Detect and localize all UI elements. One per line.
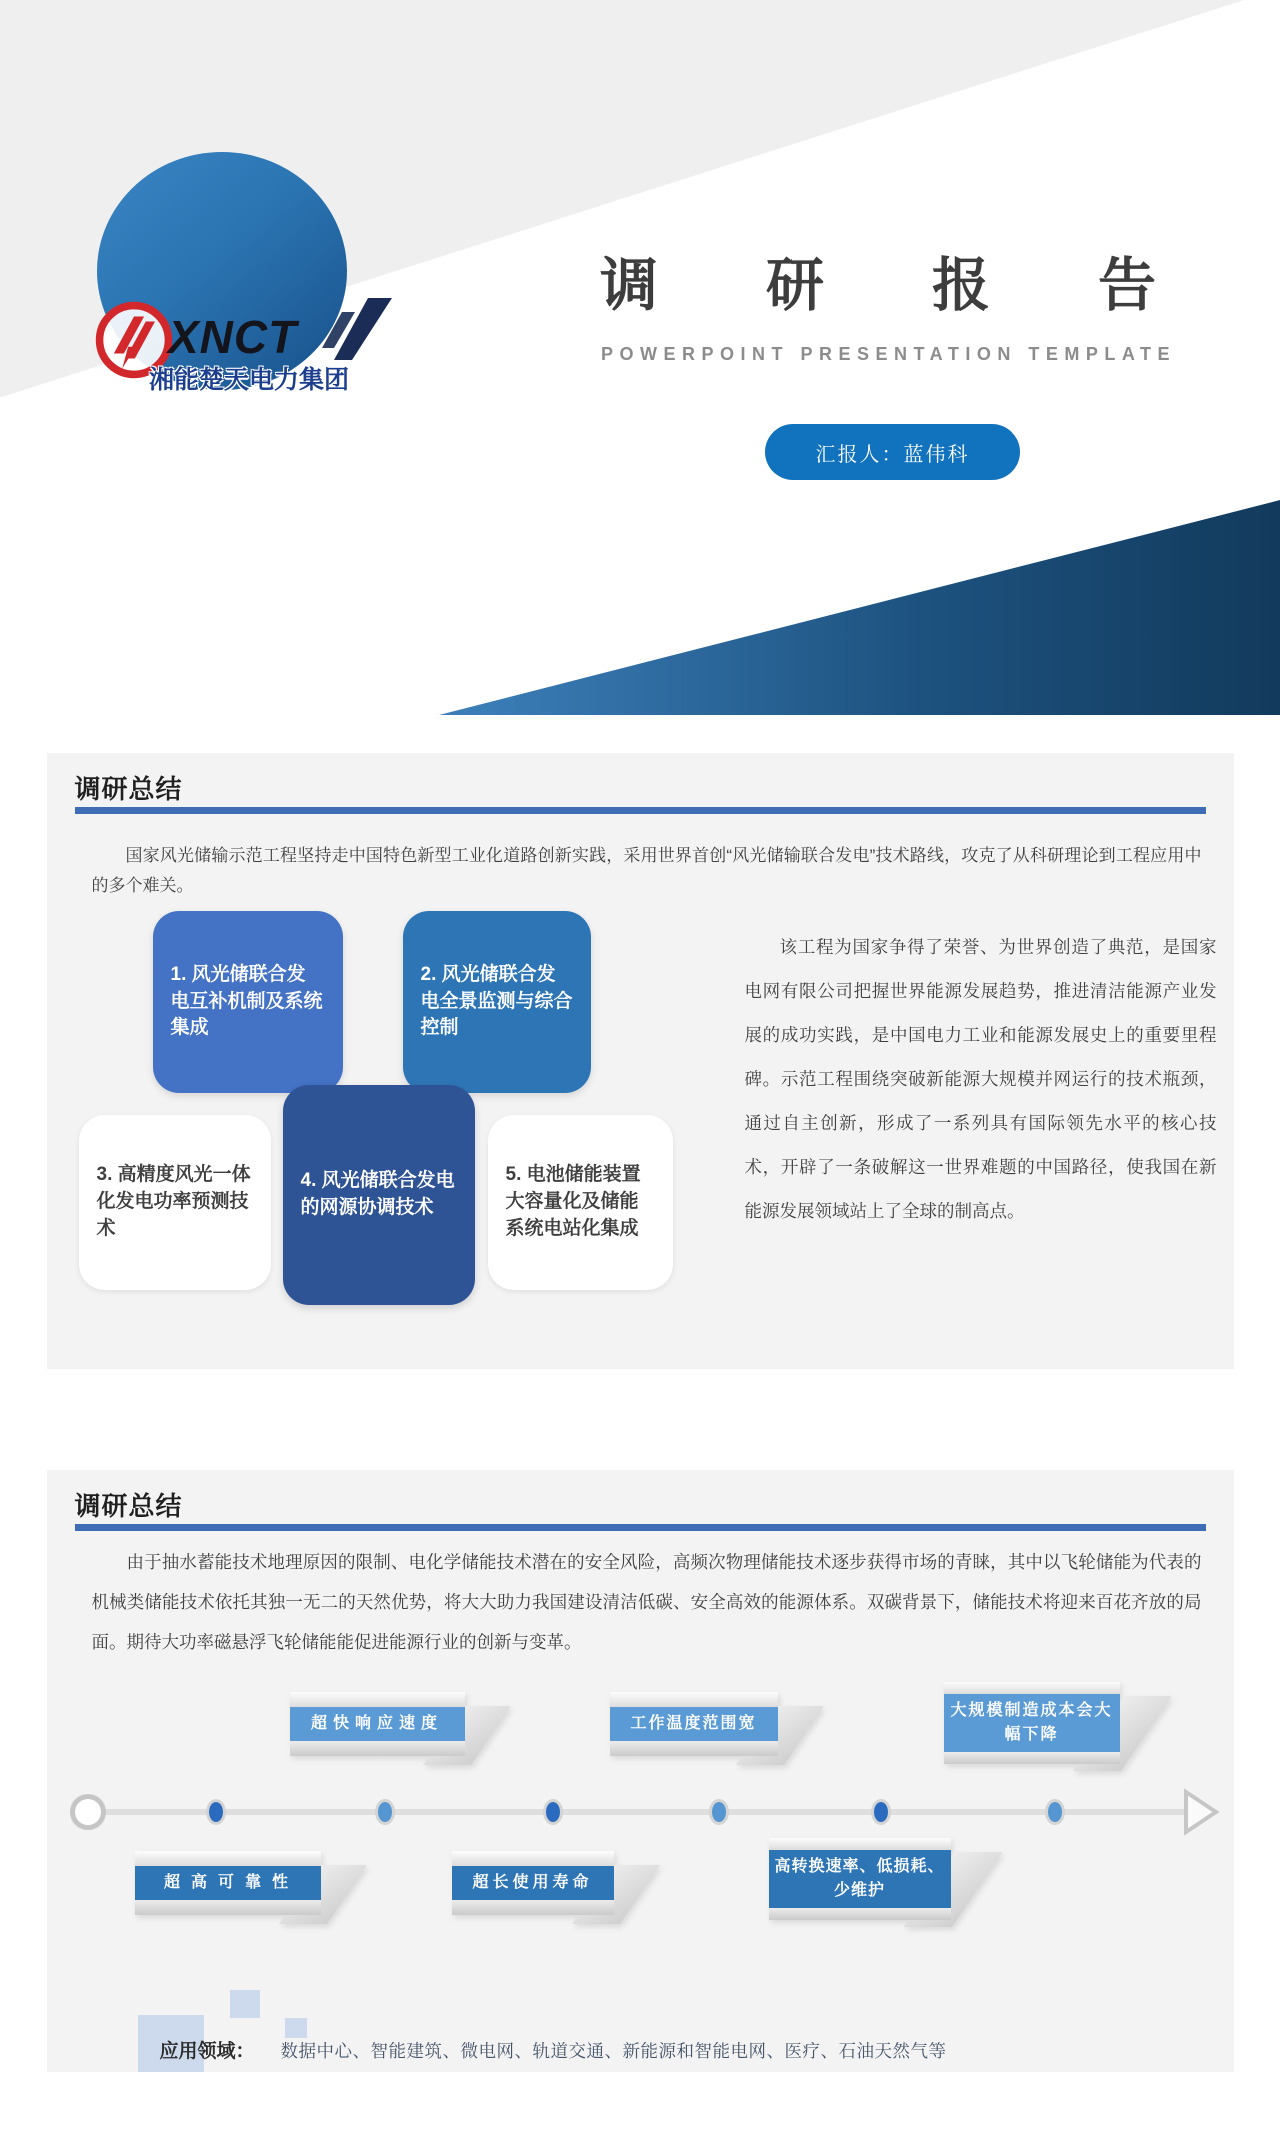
timeline-dot: [543, 1799, 563, 1825]
applications-label: 应用领域：: [159, 2041, 255, 2062]
summary-panel-1: [47, 753, 1234, 1369]
section-heading: 调研总结: [74, 1491, 183, 1521]
tag-label: 超快响应速度: [290, 1707, 465, 1741]
tag-silver-strip: [610, 1692, 778, 1707]
feature-box-label: 3. 高精度风光一体化发电功率预测技术: [96, 1164, 251, 1239]
timeline-dot: [375, 1799, 395, 1825]
tag-silver-strip: [769, 1838, 951, 1850]
heading-underline-bar: [75, 807, 1206, 814]
timeline-dot: [206, 1799, 226, 1825]
timeline-tag-top-1: [290, 1692, 465, 1756]
summary-panel-2: [47, 1470, 1234, 2072]
blue-diagonal-wedge: [0, 495, 1280, 715]
tag-silver-strip: [135, 1851, 321, 1866]
tag-silver-strip: [290, 1741, 465, 1756]
tag-label: 高转换速率、低损耗、少维护: [769, 1850, 951, 1908]
timeline-tag-bottom-2: [452, 1851, 614, 1915]
feature-box-label: 2. 风光储联合发电全景监测与综合控制: [420, 963, 573, 1039]
tag-silver-strip: [769, 1908, 951, 1920]
applications-row: [160, 2036, 947, 2063]
section-heading: 调研总结: [74, 774, 183, 804]
hero-section: [0, 0, 1280, 715]
timeline-tag-bottom-1: [135, 1851, 321, 1915]
feature-box-4: [283, 1085, 475, 1305]
intro-paragraph: 由于抽水蓄能技术地理原因的限制、电化学储能技术潜在的安全风险，高频次物理储能技术逐步获得市场的青睐，其中以飞轮储能为代表的机械类储能技术依托其独一无二的天然优势，将大大助力我国建设清洁低碳、安全高效的能源体系。双碳背景下，储能技术将迎来百花齐放的局面。期待大功率磁悬浮飞轮储能能促进能源行业的创新与变革。: [91, 1552, 1202, 1652]
timeline-line: [92, 1809, 1197, 1815]
page-subtitle: POWERPOINT PRESENTATION TEMPLATE: [601, 344, 1177, 364]
detail-paragraph: 该工程为国家争得了荣誉、为世界创造了典范，是国家电网有限公司把握世界能源发展趋势，推进清洁能源产业发展的成功实践，是中国电力工业和能源发展史上的重要里程碑。示范工程围绕突破新能源大规模并网运行的技术瓶颈，通过自主创新，形成了一系列具有国际领先水平的核心技术，开辟了一条破解这一世界难题的中国路径，使我国在新能源发展领域站上了全球的制高点。: [744, 937, 1217, 1221]
logo-company-name: 湘能楚天电力集团: [149, 366, 350, 394]
timeline-tag-top-2: [610, 1692, 778, 1756]
reporter-pill-button[interactable]: 汇报人：蓝伟科: [765, 424, 1020, 480]
feature-box-label: 1. 风光储联合发电互补机制及系统集成: [170, 963, 323, 1039]
heading-underline-bar: [75, 1524, 1206, 1531]
decor-square: [285, 2018, 307, 2038]
intro-paragraph: 国家风光储输示范工程坚持走中国特色新型工业化道路创新实践，采用世界首创“风光储输联合发电”技术路线，攻克了从科研理论到工程应用中的多个难关。: [91, 846, 1202, 895]
feature-box-2: [403, 911, 591, 1093]
logo-abbreviation: XNCT: [168, 311, 298, 363]
tag-label: 超长使用寿命: [452, 1866, 614, 1900]
timeline-tag-bottom-3: [769, 1838, 951, 1920]
tag-label: 超高可靠性: [135, 1866, 321, 1900]
tag-silver-strip: [452, 1851, 614, 1866]
tag-silver-strip: [944, 1752, 1120, 1764]
tag-silver-strip: [944, 1682, 1120, 1694]
decor-square: [230, 1990, 260, 2018]
timeline-dot: [871, 1799, 891, 1825]
feature-box-label: 4. 风光储联合发电的网源协调技术: [300, 1170, 455, 1218]
tag-silver-strip: [290, 1692, 465, 1707]
tag-label: 大规模制造成本会大幅下降: [944, 1694, 1120, 1752]
logo-dark-bolt-icon: [322, 298, 394, 360]
tag-label: 工作温度范围宽: [610, 1707, 778, 1741]
timeline-start-circle: [70, 1794, 106, 1830]
timeline-dot: [1045, 1799, 1065, 1825]
applications-text: 数据中心、智能建筑、微电网、轨道交通、新能源和智能电网、医疗、石油天然气等: [280, 2041, 947, 2061]
tag-silver-strip: [610, 1741, 778, 1756]
feature-box-label: 5. 电池储能装置大容量化及储能系统电站化集成: [505, 1164, 641, 1239]
page-title: 调研报告: [600, 253, 1265, 318]
tag-silver-strip: [452, 1900, 614, 1915]
feature-box-1: [153, 911, 343, 1093]
feature-box-3: [79, 1115, 271, 1290]
timeline-tag-top-3: [944, 1682, 1120, 1764]
tag-silver-strip: [135, 1900, 321, 1915]
feature-box-5: [488, 1115, 673, 1290]
timeline-arrow-icon: [1182, 1788, 1222, 1836]
timeline-dot: [709, 1799, 729, 1825]
